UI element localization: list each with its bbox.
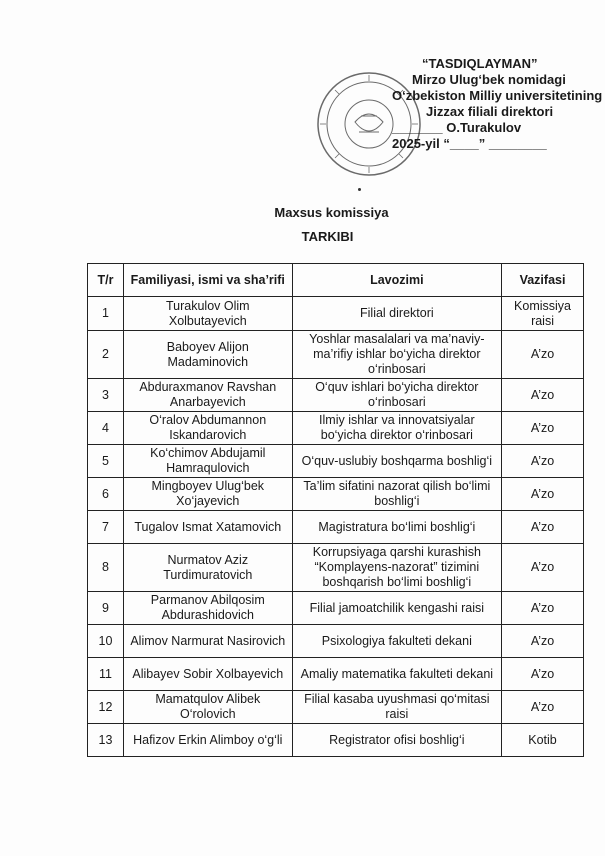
member-position: Amaliy matematika fakulteti dekani [292, 658, 501, 691]
member-position: Yoshlar masalalari va ma’naviy-ma’rifiy ishlar bo‘yicha direktor o‘rinbosari [292, 331, 501, 379]
table-row [88, 544, 584, 592]
row-number: 8 [88, 544, 124, 592]
table-row [88, 478, 584, 511]
row-number: 7 [88, 511, 124, 544]
document-title: Maxsus komissiya [274, 205, 389, 220]
row-number: 13 [88, 724, 124, 757]
member-role: A’zo [502, 478, 584, 511]
row-number: 12 [88, 691, 124, 724]
member-role: Kotib [502, 724, 584, 757]
row-number: 9 [88, 592, 124, 625]
member-name: Mingboyev Ulug‘bek Xo‘jayevich [123, 478, 292, 511]
commission-table [87, 263, 584, 757]
document-subtitle: TARKIBI [301, 229, 354, 244]
row-number: 11 [88, 658, 124, 691]
row-number: 4 [88, 412, 124, 445]
member-name: Parmanov Abilqosim Abdurashidovich [123, 592, 292, 625]
row-number: 5 [88, 445, 124, 478]
member-name: Turakulov Olim Xolbutayevich [123, 297, 292, 331]
table-row [88, 691, 584, 724]
member-position: Korrupsiyaga qarshi kurashish “Komplayens-nazorat” tizimini boshqarish bo‘limi boshlig‘i [292, 544, 501, 592]
approval-line-2: O‘zbekiston Milliy universitetining [392, 88, 603, 103]
table-header-row [88, 264, 584, 297]
approval-block [392, 56, 603, 152]
member-role: A’zo [502, 445, 584, 478]
member-name: Ko‘chimov Abdujamil Hamraqulovich [123, 445, 292, 478]
header-role: Vazifasi [502, 264, 584, 297]
row-number: 6 [88, 478, 124, 511]
row-number: 2 [88, 331, 124, 379]
member-role: A’zo [502, 379, 584, 412]
header-name: Familiyasi, ismi va sha’rifi [123, 264, 292, 297]
member-position: Ta’lim sifatini nazorat qilish bo‘limi boshlig‘i [292, 478, 501, 511]
header-number: T/r [88, 264, 124, 297]
table-row [88, 297, 584, 331]
member-role: A’zo [502, 412, 584, 445]
member-position: Registrator ofisi boshlig‘i [292, 724, 501, 757]
table-row [88, 592, 584, 625]
table-row [88, 412, 584, 445]
approval-date-line: 2025-yil “____” ________ [392, 136, 547, 151]
member-name: Alibayev Sobir Xolbayevich [123, 658, 292, 691]
member-position: Filial jamoatchilik kengashi raisi [292, 592, 501, 625]
approval-line-3: Jizzax filiali direktori [426, 104, 554, 119]
member-position: Filial direktori [292, 297, 501, 331]
approval-heading: “TASDIQLAYMAN” [422, 56, 538, 71]
member-position: Filial kasaba uyushmasi qo‘mitasi raisi [292, 691, 501, 724]
table-row [88, 724, 584, 757]
approval-line-1: Mirzo Ulug‘bek nomidagi [412, 72, 566, 87]
member-name: O‘ralov Abdumannon Iskandarovich [123, 412, 292, 445]
row-number: 1 [88, 297, 124, 331]
member-role: A’zo [502, 691, 584, 724]
table-row [88, 625, 584, 658]
member-role: A’zo [502, 544, 584, 592]
member-name: Baboyev Alijon Madaminovich [123, 331, 292, 379]
member-role: A’zo [502, 592, 584, 625]
member-role: A’zo [502, 511, 584, 544]
member-name: Mamatqulov Alibek O‘rolovich [123, 691, 292, 724]
row-number: 10 [88, 625, 124, 658]
table-row [88, 331, 584, 379]
approval-signature-line: _______ O.Turakulov [392, 120, 522, 135]
member-position: Psixologiya fakulteti dekani [292, 625, 501, 658]
header-position: Lavozimi [292, 264, 501, 297]
member-name: Abduraxmanov Ravshan Anarbayevich [123, 379, 292, 412]
member-position: Magistratura bo‘limi boshlig‘i [292, 511, 501, 544]
member-role: A’zo [502, 331, 584, 379]
member-position: O‘quv ishlari bo‘yicha direktor o‘rinbosari [292, 379, 501, 412]
member-role: A’zo [502, 625, 584, 658]
member-role: A’zo [502, 658, 584, 691]
table-row [88, 445, 584, 478]
member-role: Komissiya raisi [502, 297, 584, 331]
member-name: Nurmatov Aziz Turdimuratovich [123, 544, 292, 592]
member-position: Ilmiy ishlar va innovatsiyalar bo‘yicha direktor o‘rinbosari [292, 412, 501, 445]
member-name: Tugalov Ismat Xatamovich [123, 511, 292, 544]
table-row [88, 511, 584, 544]
decorative-dot [358, 188, 361, 191]
member-name: Alimov Narmurat Nasirovich [123, 625, 292, 658]
member-position: O‘quv-uslubiy boshqarma boshlig‘i [292, 445, 501, 478]
table-row [88, 658, 584, 691]
member-name: Hafizov Erkin Alimboy o‘g‘li [123, 724, 292, 757]
table-row [88, 379, 584, 412]
row-number: 3 [88, 379, 124, 412]
